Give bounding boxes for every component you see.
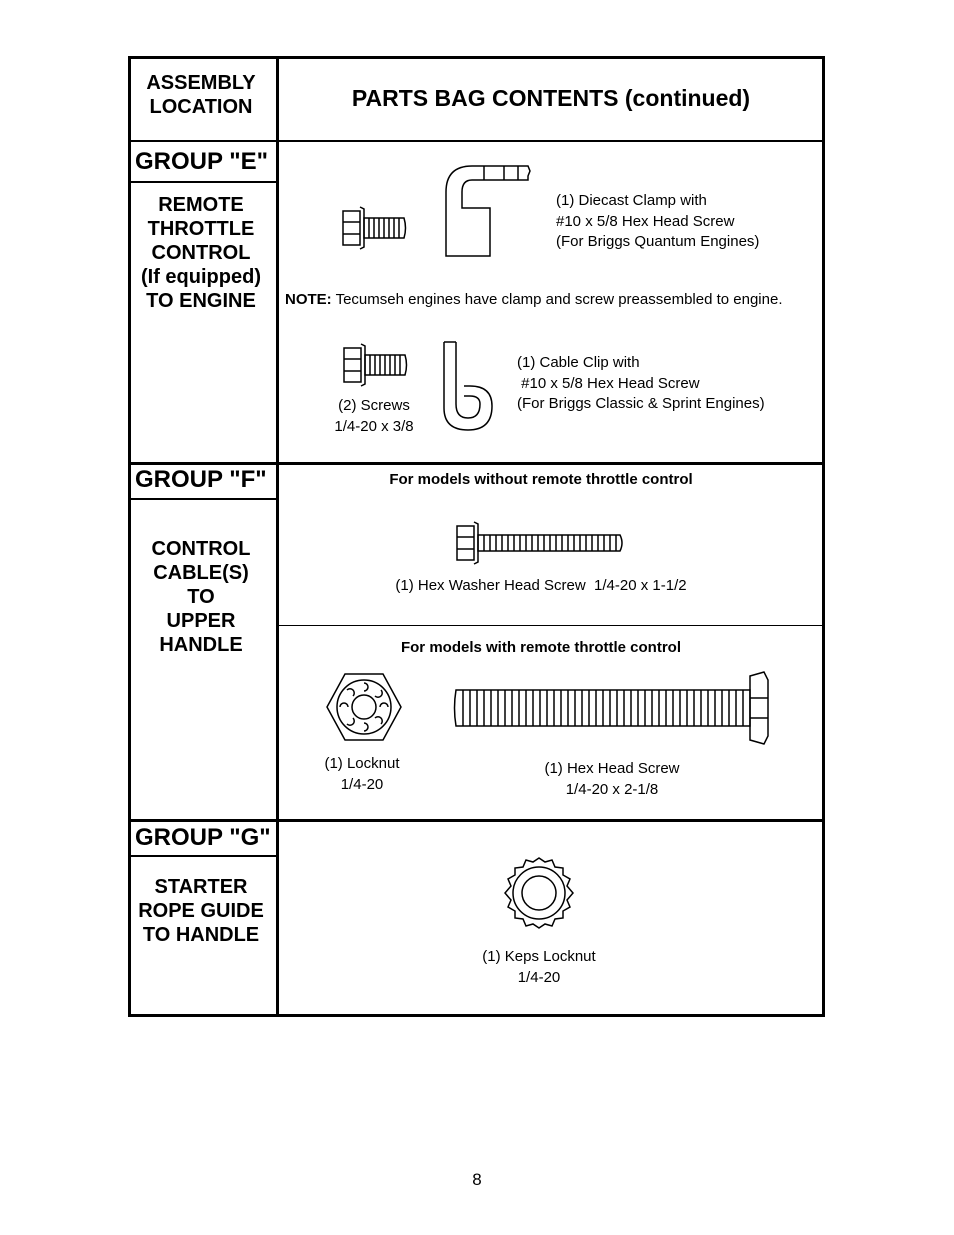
hex-flange-screw-icon bbox=[340, 205, 410, 251]
locknut-caption: (1) Locknut 1/4-20 bbox=[324, 755, 400, 793]
clamp-caption: (1) Diecast Clamp with #10 x 5/8 Hex Head Screw (For Briggs Quantum Engines) bbox=[556, 192, 760, 250]
header-rule bbox=[128, 140, 825, 142]
note-label: NOTE: bbox=[285, 291, 332, 308]
table-border-right bbox=[822, 56, 825, 1017]
group-f-title: GROUP "F" bbox=[135, 466, 267, 493]
keps-locknut-icon bbox=[502, 856, 576, 930]
hex-washer-head-screw-icon bbox=[454, 520, 626, 566]
table-border-top bbox=[128, 56, 825, 59]
page-title: PARTS BAG CONTENTS (continued) bbox=[351, 85, 751, 111]
group-f-rule bbox=[128, 462, 825, 465]
without-remote-heading: For models without remote throttle control bbox=[389, 471, 693, 488]
group-f-description: CONTROL CABLE(S) TO UPPER HANDLE bbox=[151, 538, 251, 656]
note-text: Tecumseh engines have clamp and screw preassembled to engine. bbox=[331, 291, 783, 308]
locknut-icon bbox=[325, 672, 403, 742]
group-g-title: GROUP "G" bbox=[135, 824, 271, 851]
group-e-description: REMOTE THROTTLE CONTROL (If equipped) TO ENGINE bbox=[141, 194, 261, 312]
group-g-title-rule bbox=[128, 855, 278, 857]
hex-head-caption: (1) Hex Head Screw 1/4-20 x 2-1/8 bbox=[544, 760, 680, 798]
page-number: 8 bbox=[472, 1170, 482, 1189]
group-g-rule bbox=[128, 819, 825, 822]
group-e-title-rule bbox=[128, 181, 278, 183]
screws-caption: (2) Screws 1/4-20 x 3/8 bbox=[334, 397, 414, 435]
table-column-divider bbox=[276, 56, 279, 1017]
group-e-title: GROUP "E" bbox=[135, 148, 269, 175]
engine-note bbox=[285, 291, 783, 308]
hex-head-screw-icon bbox=[454, 670, 772, 746]
group-f-title-rule bbox=[128, 498, 278, 500]
group-f-inner-rule bbox=[278, 625, 825, 626]
cable-clip-icon bbox=[440, 338, 496, 434]
with-remote-heading: For models with remote throttle control bbox=[400, 639, 681, 656]
cable-clip-caption: (1) Cable Clip with #10 x 5/8 Hex Head Screw (For Briggs Classic & Sprint Engines) bbox=[517, 354, 765, 412]
hex-flange-screw-icon bbox=[341, 342, 411, 388]
keps-locknut-caption: (1) Keps Locknut 1/4-20 bbox=[482, 948, 596, 986]
group-g-description: STARTER ROPE GUIDE TO HANDLE bbox=[138, 876, 264, 946]
diecast-clamp-icon bbox=[444, 162, 534, 258]
table-border-bottom bbox=[128, 1014, 825, 1017]
hex-washer-caption: (1) Hex Washer Head Screw 1/4-20 x 1-1/2 bbox=[395, 577, 687, 594]
assembly-location-heading: ASSEMBLY LOCATION bbox=[146, 72, 256, 118]
